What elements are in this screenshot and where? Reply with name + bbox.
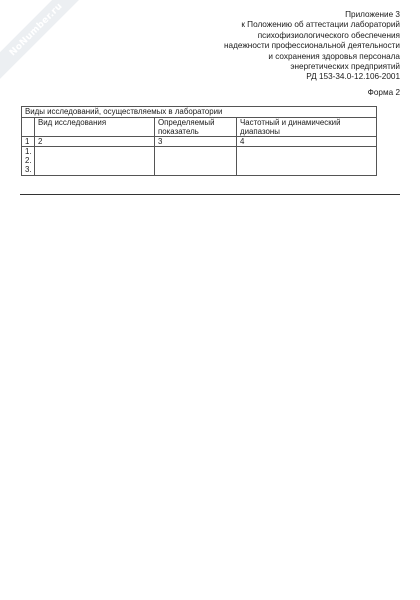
appendix-title: Приложение 3 xyxy=(345,10,400,19)
appendix-header xyxy=(150,10,400,83)
column-header-index xyxy=(22,118,35,137)
row-index: 1. xyxy=(25,147,32,156)
watermark xyxy=(0,0,92,86)
table-caption-row xyxy=(22,107,377,118)
empty-cell xyxy=(35,147,155,176)
table-header-row xyxy=(22,118,377,137)
column-number: 4 xyxy=(237,137,377,147)
research-types-table xyxy=(21,106,377,176)
form-label: Форма 2 xyxy=(367,88,400,97)
table-caption: Виды исследований, осуществляемых в лаборатории xyxy=(22,107,377,118)
row-index: 2. xyxy=(25,156,32,165)
column-number: 1 xyxy=(22,137,35,147)
empty-cell xyxy=(237,147,377,176)
empty-cell xyxy=(155,147,237,176)
column-number-row xyxy=(22,137,377,147)
appendix-line: психофизиологического обеспечения xyxy=(257,30,400,40)
document-code: РД 153-34.0-12.106-2001 xyxy=(306,72,400,82)
column-header-research-type: Вид исследования xyxy=(35,118,155,137)
appendix-line: надежности профессиональной деятельности xyxy=(224,41,400,51)
watermark-text: NoNumber.ru xyxy=(7,1,65,58)
row-index: 3. xyxy=(25,165,32,174)
column-number: 3 xyxy=(155,137,237,147)
table-row xyxy=(22,147,377,176)
page-divider xyxy=(20,194,400,195)
appendix-line: к Положению об аттестации лабораторий xyxy=(241,20,400,30)
column-header-range: Частотный и динамический диапазоны xyxy=(237,118,377,137)
column-header-indicator: Определяемый показатель xyxy=(155,118,237,137)
appendix-line: и сохранения здоровья персонала xyxy=(268,51,400,61)
appendix-line: энергетических предприятий xyxy=(290,62,400,72)
column-number: 2 xyxy=(35,137,155,147)
row-index-list xyxy=(22,147,35,176)
